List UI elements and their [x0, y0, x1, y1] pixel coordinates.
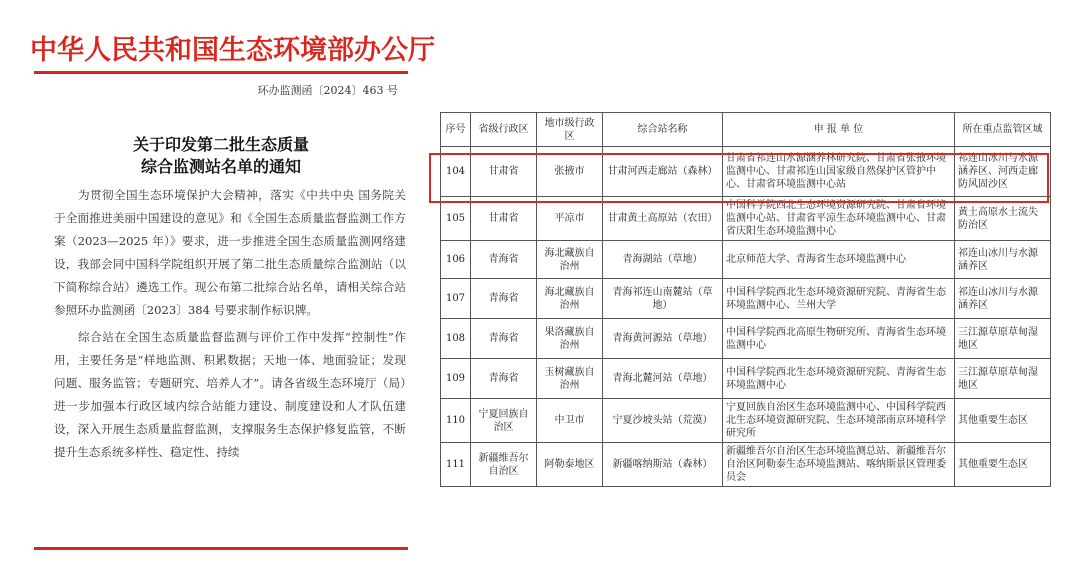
cell-area: 祁连山冰川与水源涵养区	[955, 279, 1051, 319]
cell-station: 青海黄河源站（草地）	[603, 319, 723, 359]
notice-document	[0, 0, 435, 578]
cell-city: 果洛藏族自治州	[537, 319, 603, 359]
cell-province: 青海省	[471, 241, 537, 279]
cell-station: 宁夏沙坡头站（荒漠）	[603, 399, 723, 443]
cell-city: 阿勒泰地区	[537, 443, 603, 487]
cell-seq: 105	[441, 197, 471, 241]
cell-unit: 中国科学院西北生态环境资源研究院、甘肃省环境监测中心站、甘肃省平凉生态环境监测中心、甘肃省庆阳生态环境监测中心	[723, 197, 955, 241]
table-row	[441, 443, 1051, 487]
document-body	[54, 184, 406, 468]
cell-seq: 104	[441, 147, 471, 197]
body-paragraph: 为贯彻全国生态环境保护大会精神，落实《中共中央 国务院关于全面推进美丽中国建设的意见》和《全国生态质量监督监测工作方案（2023—2025 年）》要求，进一步推进全国生态质量监测网络建设，我部会同中国科学院组织开展了第二批生态质量综合监测站（以下简称综合站）遴选工作。现公布第二批综合站名单，请相关综合站参照环办监测函〔2023〕384 号要求制作标识牌。	[54, 188, 406, 317]
cell-unit: 宁夏回族自治区生态环境监测中心、中国科学院西北生态环境资源研究院、生态环境部南京环境科学研究所	[723, 399, 955, 443]
document-title-line2: 综合监测站名单的通知	[140, 157, 301, 176]
cell-city: 中卫市	[537, 399, 603, 443]
table-row	[441, 197, 1051, 241]
cell-area: 三江源草原草甸湿地区	[955, 359, 1051, 399]
cell-station: 新疆喀纳斯站（森林）	[603, 443, 723, 487]
cell-city: 张掖市	[537, 147, 603, 197]
cell-unit: 中国科学院西北生态环境资源研究院、青海省生态环境监测中心、兰州大学	[723, 279, 955, 319]
cell-area: 祁连山冰川与水源涵养区、河西走廊防风固沙区	[955, 147, 1051, 197]
cell-province: 青海省	[471, 319, 537, 359]
cell-station: 甘肃黄土高原站（农田）	[603, 197, 723, 241]
org-header-title: 中华人民共和国生态环境部办公厅	[30, 35, 435, 66]
cell-city: 海北藏族自治州	[537, 241, 603, 279]
cell-city: 平凉市	[537, 197, 603, 241]
cell-province: 青海省	[471, 359, 537, 399]
red-divider-top	[34, 71, 408, 74]
cell-province: 甘肃省	[471, 197, 537, 241]
red-divider-bottom	[34, 547, 408, 550]
header-city: 地市级行政区	[537, 113, 603, 147]
cell-seq: 107	[441, 279, 471, 319]
cell-unit: 新疆维吾尔自治区生态环境监测总站、新疆维吾尔自治区阿勒泰生态环境监测站、喀纳斯景区管理委员会	[723, 443, 955, 487]
cell-area: 其他重要生态区	[955, 443, 1051, 487]
cell-seq: 108	[441, 319, 471, 359]
table-row	[441, 279, 1051, 319]
cell-area: 黄土高原水土流失防治区	[955, 197, 1051, 241]
cell-seq: 106	[441, 241, 471, 279]
cell-seq: 111	[441, 443, 471, 487]
table-header-row	[441, 113, 1051, 147]
cell-province: 甘肃省	[471, 147, 537, 197]
cell-province: 宁夏回族自治区	[471, 399, 537, 443]
cell-unit: 中国科学院西北高原生物研究所、青海省生态环境监测中心	[723, 319, 955, 359]
cell-area: 三江源草原草甸湿地区	[955, 319, 1051, 359]
header-province: 省级行政区	[471, 113, 537, 147]
highlight-box-row-104	[429, 153, 1049, 203]
table-row	[441, 359, 1051, 399]
cell-city: 海北藏族自治州	[537, 279, 603, 319]
cell-city: 玉树藏族自治州	[537, 359, 603, 399]
cell-station: 青海祁连山南麓站（草地）	[603, 279, 723, 319]
cell-station: 青海湖站（草地）	[603, 241, 723, 279]
cell-province: 新疆维吾尔自治区	[471, 443, 537, 487]
table-row	[441, 319, 1051, 359]
cell-area: 其他重要生态区	[955, 399, 1051, 443]
table-row	[441, 399, 1051, 443]
cell-seq: 109	[441, 359, 471, 399]
cell-station: 甘肃河西走廊站（森林）	[603, 147, 723, 197]
cell-unit: 中国科学院西北生态环境资源研究院、青海省生态环境监测中心	[723, 359, 955, 399]
cell-seq: 110	[441, 399, 471, 443]
document-title-line1: 关于印发第二批生态质量	[132, 135, 309, 154]
cell-province: 青海省	[471, 279, 537, 319]
cell-area: 祁连山冰川与水源涵养区	[955, 241, 1051, 279]
document-number: 环办监测函〔2024〕463 号	[257, 84, 398, 97]
header-unit: 申 报 单 位	[723, 113, 955, 147]
table-row	[441, 241, 1051, 279]
cell-station: 青海北麓河站（草地）	[603, 359, 723, 399]
header-station: 综合站名称	[603, 113, 723, 147]
cell-unit: 甘肃省祁连山水源涵养林研究院、甘肃省张掖环境监测中心、甘肃祁连山国家级自然保护区管护中心、甘肃省环境监测中心站	[723, 147, 955, 197]
header-area: 所在重点监管区域	[955, 113, 1051, 147]
cell-unit: 北京师范大学、青海省生态环境监测中心	[723, 241, 955, 279]
body-paragraph: 综合站在全国生态质量监督监测与评价工作中发挥“控制性”作用，主要任务是“样地监测、积累数据；天地一体、地面验证；发现问题、服务监管；专题研究、培养人才”。请各省级生态环境厅（局）进一步加强本行政区域内综合站能力建设、制度建设和人才队伍建设，深入开展生态质量监督监测，支撑服务生态保护修复监管，不断提升生态系统多样性、稳定性、持续	[54, 330, 406, 459]
header-seq: 序号	[441, 113, 471, 147]
